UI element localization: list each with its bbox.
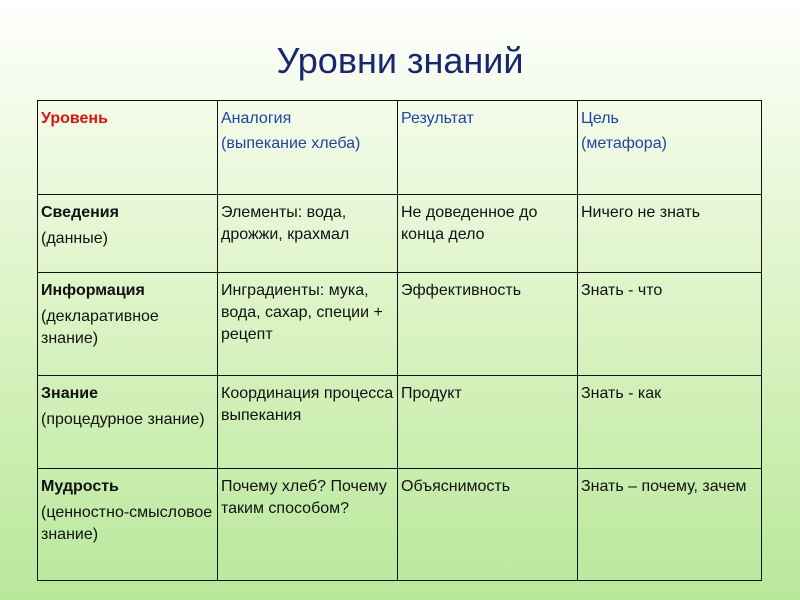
level-name: Знание xyxy=(41,385,98,402)
goal-cell: Знать – почему, зачем xyxy=(578,469,762,581)
table-row xyxy=(38,469,762,581)
knowledge-levels-table xyxy=(37,100,762,581)
level-desc: (данные) xyxy=(41,230,108,247)
result-cell: Объяснимость xyxy=(398,469,578,581)
level-cell xyxy=(38,469,218,581)
header-analogy-cell xyxy=(218,101,398,195)
result-cell: Эффективность xyxy=(398,273,578,376)
header-goal: Цель xyxy=(581,110,619,127)
level-desc: (процедурное знание) xyxy=(41,411,205,428)
header-level-cell xyxy=(38,101,218,195)
analogy-cell: Инградиенты: мука, вода, сахар, специи + рецепт xyxy=(218,273,398,376)
level-name: Информация xyxy=(41,282,145,299)
header-analogy-sub: (выпекание хлеба) xyxy=(221,135,361,152)
goal-cell: Знать - как xyxy=(578,376,762,469)
header-result: Результат xyxy=(401,110,474,127)
level-cell xyxy=(38,195,218,273)
table-row xyxy=(38,195,762,273)
table-row xyxy=(38,273,762,376)
level-cell xyxy=(38,376,218,469)
result-cell: Продукт xyxy=(398,376,578,469)
header-goal-cell xyxy=(578,101,762,195)
analogy-cell: Элементы: вода, дрожжи, крахмал xyxy=(218,195,398,273)
analogy-cell: Координация процесса выпекания xyxy=(218,376,398,469)
slide-title: Уровни знаний xyxy=(276,40,524,81)
table-row xyxy=(38,376,762,469)
goal-cell: Знать - что xyxy=(578,273,762,376)
table-header-row xyxy=(38,101,762,195)
header-result-cell xyxy=(398,101,578,195)
level-cell xyxy=(38,273,218,376)
header-analogy: Аналогия xyxy=(221,110,292,127)
level-name: Сведения xyxy=(41,204,119,221)
header-level: Уровень xyxy=(41,110,108,127)
level-desc: (ценностно-смысловое знание) xyxy=(41,504,213,543)
header-goal-sub: (метафора) xyxy=(581,135,667,152)
result-cell: Не доведенное до конца дело xyxy=(398,195,578,273)
level-name: Мудрость xyxy=(41,478,119,495)
level-desc: (декларативное знание) xyxy=(41,308,159,347)
goal-cell: Ничего не знать xyxy=(578,195,762,273)
analogy-cell: Почему хлеб? Почему таким способом? xyxy=(218,469,398,581)
